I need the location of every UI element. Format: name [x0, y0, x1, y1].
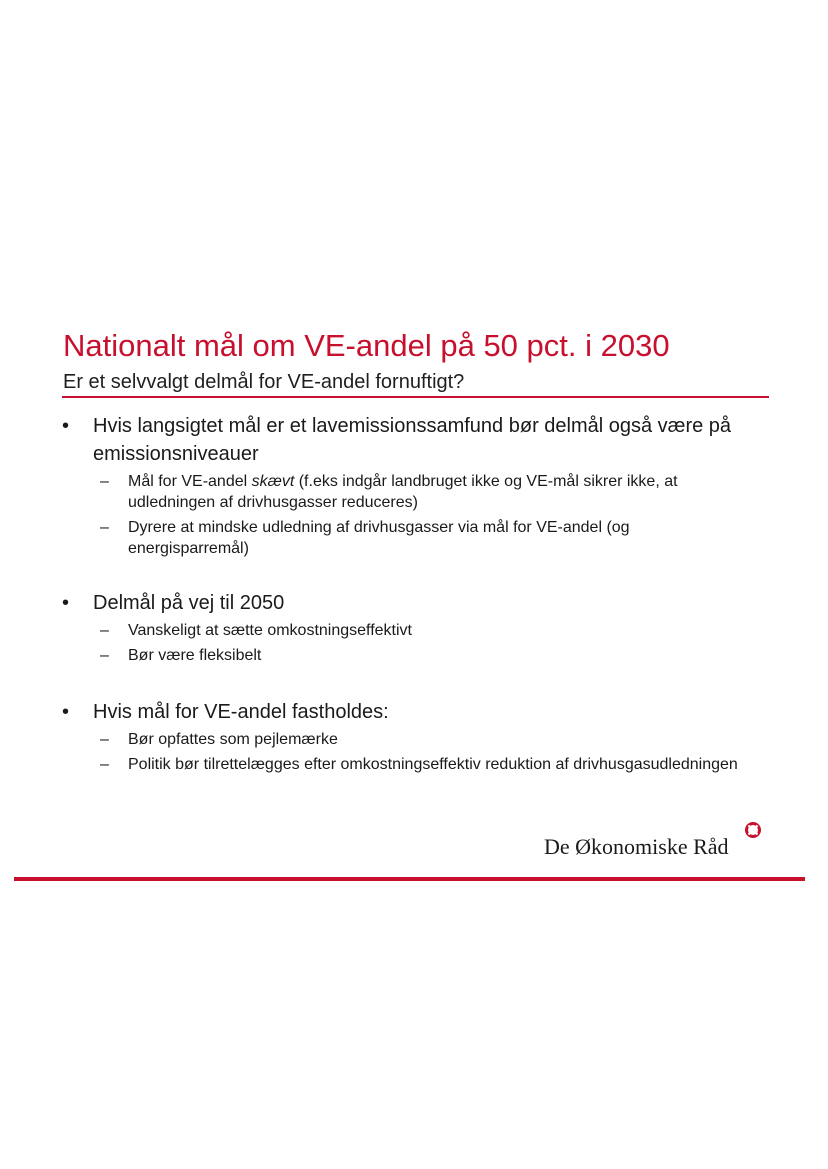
logo-mark-icon: [745, 822, 761, 838]
sub-bullet-marker: –: [100, 622, 109, 639]
bullet-text: Hvis langsigtet mål er et lavemissionssamfund bør delmål også være på emissionsniveauer: [93, 415, 732, 465]
slide-subtitle: Er et selvvalgt delmål for VE-andel fornuftigt?: [63, 371, 465, 393]
title-divider: [62, 396, 769, 398]
sub-bullet-text-start: Mål for VE-andel: [128, 473, 252, 490]
bullet-marker: •: [62, 592, 70, 614]
bullet-list: [58, 412, 758, 805]
sub-bullet-marker: –: [100, 647, 109, 664]
sub-bullet-text: Bør være fleksibelt: [128, 647, 262, 664]
sub-bullet-text: Bør opfattes som pejlemærke: [128, 731, 338, 748]
sub-bullet-text: Vanskeligt at sætte omkostningseffektivt: [128, 622, 412, 639]
bullet-text: Hvis mål for VE-andel fastholdes:: [93, 701, 389, 723]
sub-bullet-emphasis: skævt: [251, 473, 295, 490]
sub-bullet-marker: –: [100, 756, 109, 773]
sub-bullet-item: [93, 754, 738, 775]
bullet-item: [58, 589, 758, 666]
sub-bullet-item: [93, 517, 738, 559]
sub-bullet-list: [93, 620, 758, 666]
sub-bullet-marker: –: [100, 731, 109, 748]
sub-bullet-item: [93, 729, 738, 750]
sub-bullet-item: [93, 471, 738, 513]
slide-title: Nationalt mål om VE-andel på 50 pct. i 2030: [63, 328, 670, 363]
sub-bullet-text: Politik bør tilrettelægges efter omkostningseffektiv reduktion af drivhusgasudledningen: [128, 756, 738, 773]
sub-bullet-text-end: (f.eks indgår landbruget ikke og VE-mål sikrer ikke, at udledningen af drivhusgasser reduceres): [128, 473, 678, 511]
footer-divider: [14, 877, 805, 881]
bullet-marker: •: [62, 415, 70, 437]
sub-bullet-item: [93, 645, 738, 666]
bullet-text: Delmål på vej til 2050: [93, 592, 285, 614]
sub-bullet-marker: –: [100, 519, 109, 536]
organization-logo-text: De Økonomiske Råd: [544, 834, 729, 859]
sub-bullet-marker: –: [100, 473, 109, 490]
sub-bullet-text: Dyrere at mindske udledning af drivhusgasser via mål for VE-andel (og energisparremål): [128, 519, 630, 557]
bullet-item: [58, 412, 758, 559]
sub-bullet-list: [93, 729, 758, 775]
bullet-item: [58, 698, 758, 775]
sub-bullet-list: [93, 471, 758, 559]
bullet-marker: •: [62, 701, 70, 723]
sub-bullet-item: [93, 620, 738, 641]
